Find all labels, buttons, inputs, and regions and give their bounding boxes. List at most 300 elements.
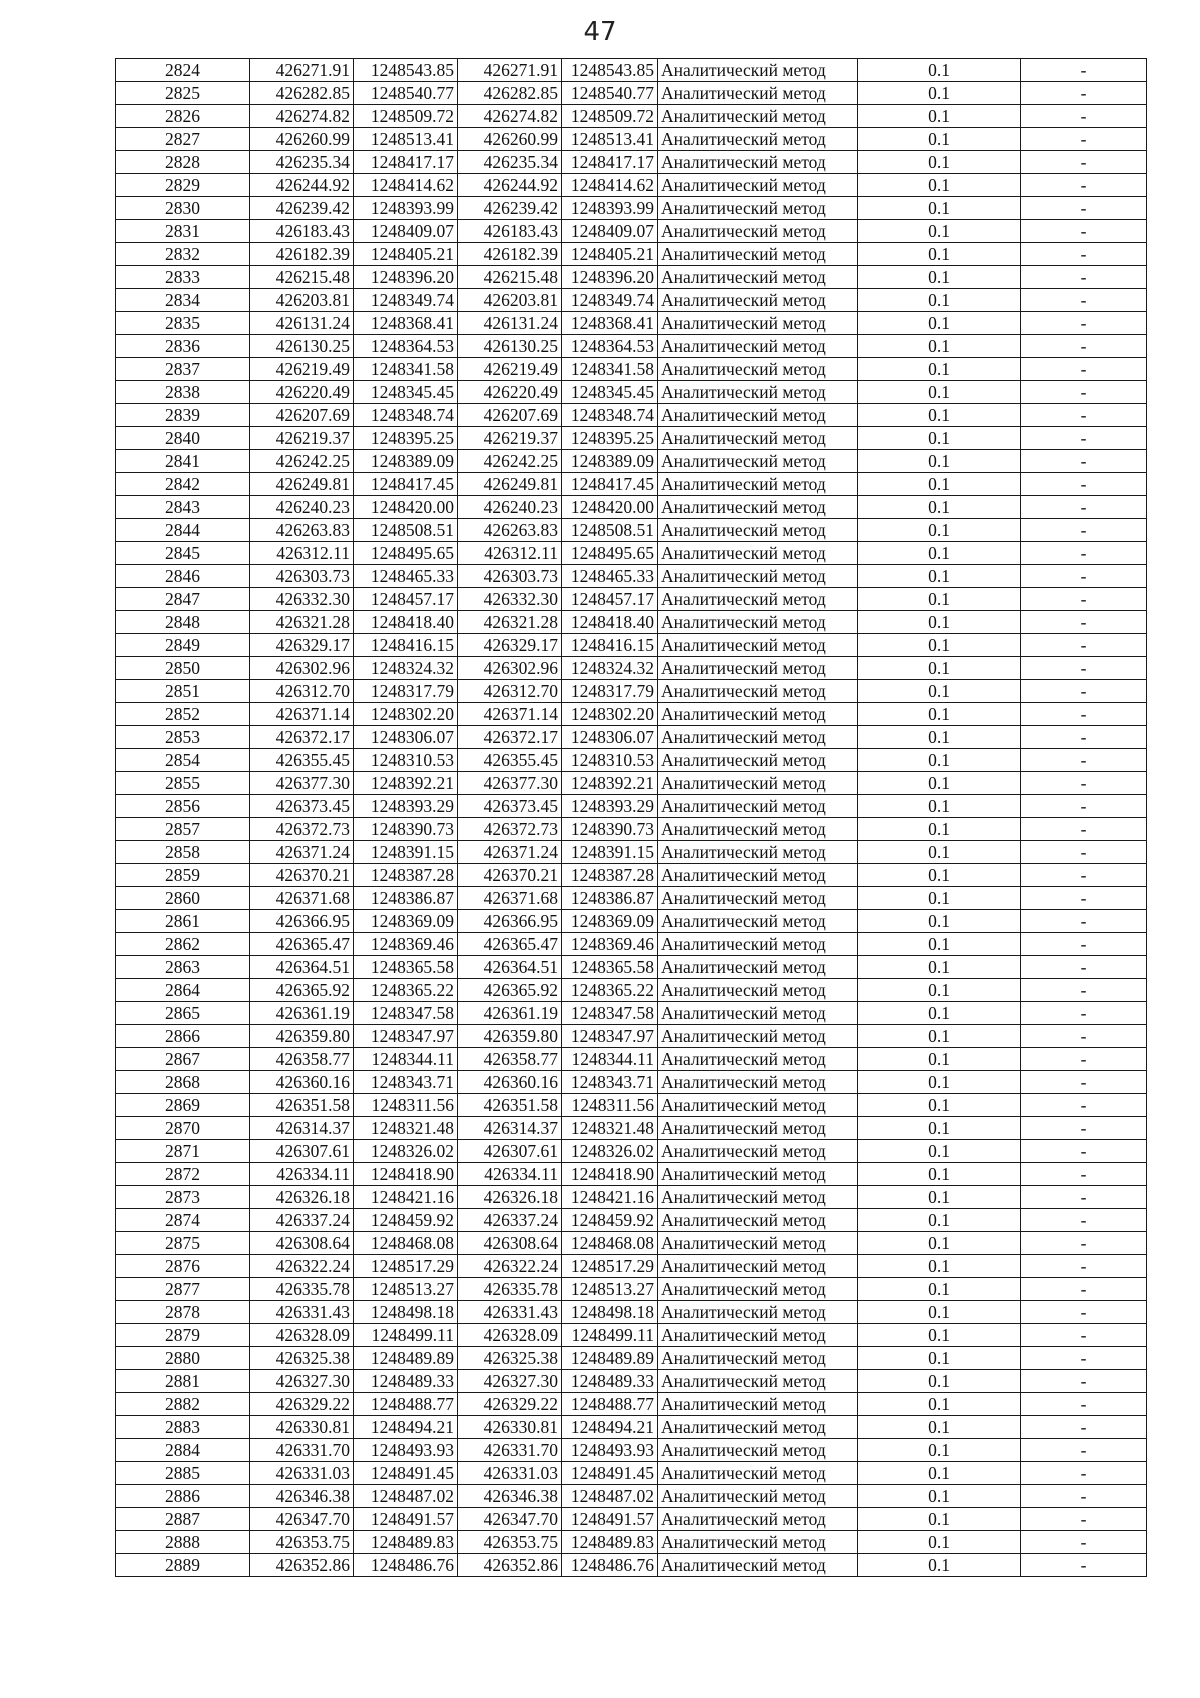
x-old-cell: 426353.75 [250, 1531, 354, 1554]
x-new-cell: 426360.16 [458, 1071, 562, 1094]
y-old-cell: 1248487.02 [354, 1485, 458, 1508]
x-old-cell: 426312.70 [250, 680, 354, 703]
y-old-cell: 1248311.56 [354, 1094, 458, 1117]
dash-cell: - [1021, 956, 1147, 979]
table-row [116, 59, 1147, 82]
x-old-cell: 426307.61 [250, 1140, 354, 1163]
point-number-cell: 2837 [116, 358, 250, 381]
x-old-cell: 426329.22 [250, 1393, 354, 1416]
x-old-cell: 426365.47 [250, 933, 354, 956]
x-old-cell: 426371.24 [250, 841, 354, 864]
dash-cell: - [1021, 82, 1147, 105]
method-cell: Аналитический метод [658, 933, 858, 956]
x-new-cell: 426365.47 [458, 933, 562, 956]
dash-cell: - [1021, 1002, 1147, 1025]
y-old-cell: 1248302.20 [354, 703, 458, 726]
y-new-cell: 1248487.02 [562, 1485, 658, 1508]
x-new-cell: 426351.58 [458, 1094, 562, 1117]
accuracy-cell: 0.1 [858, 841, 1021, 864]
method-cell: Аналитический метод [658, 82, 858, 105]
table-row [116, 519, 1147, 542]
method-cell: Аналитический метод [658, 1117, 858, 1140]
dash-cell: - [1021, 703, 1147, 726]
x-old-cell: 426364.51 [250, 956, 354, 979]
point-number-cell: 2851 [116, 680, 250, 703]
dash-cell: - [1021, 1416, 1147, 1439]
table-row [116, 841, 1147, 864]
method-cell: Аналитический метод [658, 1370, 858, 1393]
x-new-cell: 426371.14 [458, 703, 562, 726]
x-old-cell: 426239.42 [250, 197, 354, 220]
accuracy-cell: 0.1 [858, 1531, 1021, 1554]
point-number-cell: 2833 [116, 266, 250, 289]
accuracy-cell: 0.1 [858, 680, 1021, 703]
y-new-cell: 1248416.15 [562, 634, 658, 657]
table-row [116, 956, 1147, 979]
x-new-cell: 426326.18 [458, 1186, 562, 1209]
point-number-cell: 2840 [116, 427, 250, 450]
x-old-cell: 426377.30 [250, 772, 354, 795]
y-new-cell: 1248489.33 [562, 1370, 658, 1393]
method-cell: Аналитический метод [658, 542, 858, 565]
y-new-cell: 1248488.77 [562, 1393, 658, 1416]
method-cell: Аналитический метод [658, 128, 858, 151]
point-number-cell: 2876 [116, 1255, 250, 1278]
point-number-cell: 2857 [116, 818, 250, 841]
dash-cell: - [1021, 588, 1147, 611]
y-old-cell: 1248393.99 [354, 197, 458, 220]
table-row [116, 1048, 1147, 1071]
table-row [116, 680, 1147, 703]
table-row [116, 105, 1147, 128]
y-new-cell: 1248421.16 [562, 1186, 658, 1209]
method-cell: Аналитический метод [658, 266, 858, 289]
method-cell: Аналитический метод [658, 1002, 858, 1025]
table-row [116, 611, 1147, 634]
y-new-cell: 1248341.58 [562, 358, 658, 381]
y-new-cell: 1248513.41 [562, 128, 658, 151]
y-old-cell: 1248326.02 [354, 1140, 458, 1163]
x-new-cell: 426130.25 [458, 335, 562, 358]
method-cell: Аналитический метод [658, 680, 858, 703]
y-new-cell: 1248486.76 [562, 1554, 658, 1577]
x-old-cell: 426220.49 [250, 381, 354, 404]
x-old-cell: 426371.14 [250, 703, 354, 726]
method-cell: Аналитический метод [658, 404, 858, 427]
y-old-cell: 1248494.21 [354, 1416, 458, 1439]
method-cell: Аналитический метод [658, 795, 858, 818]
accuracy-cell: 0.1 [858, 818, 1021, 841]
point-number-cell: 2889 [116, 1554, 250, 1577]
x-new-cell: 426329.17 [458, 634, 562, 657]
x-old-cell: 426355.45 [250, 749, 354, 772]
method-cell: Аналитический метод [658, 1301, 858, 1324]
x-new-cell: 426327.30 [458, 1370, 562, 1393]
y-new-cell: 1248418.40 [562, 611, 658, 634]
dash-cell: - [1021, 105, 1147, 128]
accuracy-cell: 0.1 [858, 358, 1021, 381]
method-cell: Аналитический метод [658, 1347, 858, 1370]
dash-cell: - [1021, 887, 1147, 910]
x-new-cell: 426358.77 [458, 1048, 562, 1071]
x-old-cell: 426215.48 [250, 266, 354, 289]
method-cell: Аналитический метод [658, 496, 858, 519]
method-cell: Аналитический метод [658, 1416, 858, 1439]
y-old-cell: 1248513.27 [354, 1278, 458, 1301]
dash-cell: - [1021, 933, 1147, 956]
x-new-cell: 426215.48 [458, 266, 562, 289]
y-old-cell: 1248396.20 [354, 266, 458, 289]
point-number-cell: 2862 [116, 933, 250, 956]
accuracy-cell: 0.1 [858, 864, 1021, 887]
y-new-cell: 1248417.17 [562, 151, 658, 174]
dash-cell: - [1021, 450, 1147, 473]
point-number-cell: 2839 [116, 404, 250, 427]
dash-cell: - [1021, 818, 1147, 841]
point-number-cell: 2881 [116, 1370, 250, 1393]
point-number-cell: 2859 [116, 864, 250, 887]
x-new-cell: 426244.92 [458, 174, 562, 197]
y-new-cell: 1248390.73 [562, 818, 658, 841]
dash-cell: - [1021, 59, 1147, 82]
x-old-cell: 426329.17 [250, 634, 354, 657]
x-old-cell: 426331.43 [250, 1301, 354, 1324]
table-row [116, 1347, 1147, 1370]
y-new-cell: 1248499.11 [562, 1324, 658, 1347]
dash-cell: - [1021, 1324, 1147, 1347]
accuracy-cell: 0.1 [858, 933, 1021, 956]
method-cell: Аналитический метод [658, 1025, 858, 1048]
point-number-cell: 2842 [116, 473, 250, 496]
method-cell: Аналитический метод [658, 910, 858, 933]
x-old-cell: 426263.83 [250, 519, 354, 542]
x-new-cell: 426331.43 [458, 1301, 562, 1324]
x-new-cell: 426271.91 [458, 59, 562, 82]
y-old-cell: 1248348.74 [354, 404, 458, 427]
method-cell: Аналитический метод [658, 611, 858, 634]
x-old-cell: 426332.30 [250, 588, 354, 611]
y-new-cell: 1248365.58 [562, 956, 658, 979]
x-new-cell: 426332.30 [458, 588, 562, 611]
y-old-cell: 1248486.76 [354, 1554, 458, 1577]
accuracy-cell: 0.1 [858, 335, 1021, 358]
accuracy-cell: 0.1 [858, 82, 1021, 105]
y-old-cell: 1248418.40 [354, 611, 458, 634]
y-old-cell: 1248421.16 [354, 1186, 458, 1209]
dash-cell: - [1021, 1554, 1147, 1577]
dash-cell: - [1021, 174, 1147, 197]
x-new-cell: 426359.80 [458, 1025, 562, 1048]
method-cell: Аналитический метод [658, 565, 858, 588]
point-number-cell: 2874 [116, 1209, 250, 1232]
accuracy-cell: 0.1 [858, 611, 1021, 634]
method-cell: Аналитический метод [658, 289, 858, 312]
y-new-cell: 1248491.45 [562, 1462, 658, 1485]
method-cell: Аналитический метод [658, 220, 858, 243]
y-new-cell: 1248418.90 [562, 1163, 658, 1186]
x-old-cell: 426358.77 [250, 1048, 354, 1071]
dash-cell: - [1021, 1071, 1147, 1094]
x-old-cell: 426249.81 [250, 473, 354, 496]
point-number-cell: 2826 [116, 105, 250, 128]
y-old-cell: 1248488.77 [354, 1393, 458, 1416]
dash-cell: - [1021, 726, 1147, 749]
method-cell: Аналитический метод [658, 1278, 858, 1301]
accuracy-cell: 0.1 [858, 542, 1021, 565]
table-row [116, 473, 1147, 496]
y-new-cell: 1248493.93 [562, 1439, 658, 1462]
y-old-cell: 1248459.92 [354, 1209, 458, 1232]
x-old-cell: 426131.24 [250, 312, 354, 335]
x-old-cell: 426346.38 [250, 1485, 354, 1508]
y-new-cell: 1248391.15 [562, 841, 658, 864]
y-old-cell: 1248495.65 [354, 542, 458, 565]
method-cell: Аналитический метод [658, 657, 858, 680]
accuracy-cell: 0.1 [858, 197, 1021, 220]
y-old-cell: 1248392.21 [354, 772, 458, 795]
x-new-cell: 426337.24 [458, 1209, 562, 1232]
y-new-cell: 1248349.74 [562, 289, 658, 312]
x-old-cell: 426325.38 [250, 1347, 354, 1370]
method-cell: Аналитический метод [658, 979, 858, 1002]
dash-cell: - [1021, 1094, 1147, 1117]
table-row [116, 1002, 1147, 1025]
accuracy-cell: 0.1 [858, 220, 1021, 243]
x-new-cell: 426370.21 [458, 864, 562, 887]
y-new-cell: 1248420.00 [562, 496, 658, 519]
method-cell: Аналитический метод [658, 105, 858, 128]
table-row [116, 1232, 1147, 1255]
dash-cell: - [1021, 197, 1147, 220]
accuracy-cell: 0.1 [858, 634, 1021, 657]
point-number-cell: 2829 [116, 174, 250, 197]
y-new-cell: 1248417.45 [562, 473, 658, 496]
table-row [116, 1071, 1147, 1094]
y-old-cell: 1248417.45 [354, 473, 458, 496]
y-old-cell: 1248414.62 [354, 174, 458, 197]
y-old-cell: 1248416.15 [354, 634, 458, 657]
accuracy-cell: 0.1 [858, 657, 1021, 680]
y-new-cell: 1248344.11 [562, 1048, 658, 1071]
y-new-cell: 1248498.18 [562, 1301, 658, 1324]
accuracy-cell: 0.1 [858, 887, 1021, 910]
y-new-cell: 1248459.92 [562, 1209, 658, 1232]
x-old-cell: 426235.34 [250, 151, 354, 174]
table-row [116, 703, 1147, 726]
point-number-cell: 2864 [116, 979, 250, 1002]
accuracy-cell: 0.1 [858, 749, 1021, 772]
point-number-cell: 2870 [116, 1117, 250, 1140]
table-row [116, 1301, 1147, 1324]
table-row [116, 220, 1147, 243]
table-row [116, 1554, 1147, 1577]
y-old-cell: 1248317.79 [354, 680, 458, 703]
point-number-cell: 2882 [116, 1393, 250, 1416]
x-old-cell: 426303.73 [250, 565, 354, 588]
dash-cell: - [1021, 312, 1147, 335]
x-old-cell: 426130.25 [250, 335, 354, 358]
method-cell: Аналитический метод [658, 772, 858, 795]
table-row [116, 1485, 1147, 1508]
y-old-cell: 1248369.09 [354, 910, 458, 933]
y-old-cell: 1248386.87 [354, 887, 458, 910]
y-old-cell: 1248390.73 [354, 818, 458, 841]
accuracy-cell: 0.1 [858, 1163, 1021, 1186]
method-cell: Аналитический метод [658, 887, 858, 910]
accuracy-cell: 0.1 [858, 979, 1021, 1002]
dash-cell: - [1021, 220, 1147, 243]
method-cell: Аналитический метод [658, 1531, 858, 1554]
point-number-cell: 2854 [116, 749, 250, 772]
table-row [116, 1163, 1147, 1186]
dash-cell: - [1021, 128, 1147, 151]
x-old-cell: 426365.92 [250, 979, 354, 1002]
y-old-cell: 1248517.29 [354, 1255, 458, 1278]
y-old-cell: 1248324.32 [354, 657, 458, 680]
y-new-cell: 1248405.21 [562, 243, 658, 266]
dash-cell: - [1021, 335, 1147, 358]
y-old-cell: 1248499.11 [354, 1324, 458, 1347]
y-old-cell: 1248513.41 [354, 128, 458, 151]
point-number-cell: 2868 [116, 1071, 250, 1094]
x-old-cell: 426366.95 [250, 910, 354, 933]
method-cell: Аналитический метод [658, 588, 858, 611]
y-new-cell: 1248306.07 [562, 726, 658, 749]
method-cell: Аналитический метод [658, 1140, 858, 1163]
y-new-cell: 1248508.51 [562, 519, 658, 542]
x-new-cell: 426322.24 [458, 1255, 562, 1278]
y-old-cell: 1248508.51 [354, 519, 458, 542]
x-new-cell: 426131.24 [458, 312, 562, 335]
x-new-cell: 426235.34 [458, 151, 562, 174]
method-cell: Аналитический метод [658, 1186, 858, 1209]
x-new-cell: 426347.70 [458, 1508, 562, 1531]
y-old-cell: 1248391.15 [354, 841, 458, 864]
y-old-cell: 1248418.90 [354, 1163, 458, 1186]
method-cell: Аналитический метод [658, 1232, 858, 1255]
x-new-cell: 426220.49 [458, 381, 562, 404]
point-number-cell: 2880 [116, 1347, 250, 1370]
dash-cell: - [1021, 1278, 1147, 1301]
x-old-cell: 426328.09 [250, 1324, 354, 1347]
table-row [116, 151, 1147, 174]
y-new-cell: 1248321.48 [562, 1117, 658, 1140]
x-new-cell: 426330.81 [458, 1416, 562, 1439]
table-row [116, 243, 1147, 266]
y-old-cell: 1248509.72 [354, 105, 458, 128]
x-new-cell: 426377.30 [458, 772, 562, 795]
accuracy-cell: 0.1 [858, 588, 1021, 611]
point-number-cell: 2827 [116, 128, 250, 151]
dash-cell: - [1021, 565, 1147, 588]
y-old-cell: 1248417.17 [354, 151, 458, 174]
x-old-cell: 426207.69 [250, 404, 354, 427]
x-old-cell: 426321.28 [250, 611, 354, 634]
x-old-cell: 426327.30 [250, 1370, 354, 1393]
x-old-cell: 426260.99 [250, 128, 354, 151]
accuracy-cell: 0.1 [858, 496, 1021, 519]
point-number-cell: 2861 [116, 910, 250, 933]
dash-cell: - [1021, 1370, 1147, 1393]
x-old-cell: 426219.37 [250, 427, 354, 450]
y-new-cell: 1248310.53 [562, 749, 658, 772]
accuracy-cell: 0.1 [858, 1370, 1021, 1393]
accuracy-cell: 0.1 [858, 1048, 1021, 1071]
accuracy-cell: 0.1 [858, 312, 1021, 335]
y-new-cell: 1248389.09 [562, 450, 658, 473]
dash-cell: - [1021, 1140, 1147, 1163]
x-new-cell: 426282.85 [458, 82, 562, 105]
point-number-cell: 2877 [116, 1278, 250, 1301]
method-cell: Аналитический метод [658, 1324, 858, 1347]
accuracy-cell: 0.1 [858, 151, 1021, 174]
method-cell: Аналитический метод [658, 1439, 858, 1462]
point-number-cell: 2845 [116, 542, 250, 565]
table-row [116, 1462, 1147, 1485]
table-row [116, 404, 1147, 427]
y-old-cell: 1248420.00 [354, 496, 458, 519]
x-new-cell: 426302.96 [458, 657, 562, 680]
y-old-cell: 1248405.21 [354, 243, 458, 266]
y-new-cell: 1248489.83 [562, 1531, 658, 1554]
method-cell: Аналитический метод [658, 473, 858, 496]
dash-cell: - [1021, 1025, 1147, 1048]
dash-cell: - [1021, 680, 1147, 703]
method-cell: Аналитический метод [658, 312, 858, 335]
dash-cell: - [1021, 289, 1147, 312]
point-number-cell: 2853 [116, 726, 250, 749]
table-row [116, 1439, 1147, 1462]
method-cell: Аналитический метод [658, 956, 858, 979]
x-new-cell: 426328.09 [458, 1324, 562, 1347]
dash-cell: - [1021, 1301, 1147, 1324]
point-number-cell: 2856 [116, 795, 250, 818]
dash-cell: - [1021, 358, 1147, 381]
dash-cell: - [1021, 1531, 1147, 1554]
x-old-cell: 426373.45 [250, 795, 354, 818]
table-row [116, 1094, 1147, 1117]
y-new-cell: 1248348.74 [562, 404, 658, 427]
table-row [116, 1324, 1147, 1347]
x-new-cell: 426335.78 [458, 1278, 562, 1301]
point-number-cell: 2850 [116, 657, 250, 680]
y-new-cell: 1248365.22 [562, 979, 658, 1002]
y-old-cell: 1248409.07 [354, 220, 458, 243]
table-row [116, 726, 1147, 749]
dash-cell: - [1021, 381, 1147, 404]
table-row [116, 312, 1147, 335]
dash-cell: - [1021, 243, 1147, 266]
accuracy-cell: 0.1 [858, 772, 1021, 795]
coordinates-table [115, 58, 1147, 1577]
point-number-cell: 2866 [116, 1025, 250, 1048]
y-new-cell: 1248392.21 [562, 772, 658, 795]
dash-cell: - [1021, 1048, 1147, 1071]
dash-cell: - [1021, 1255, 1147, 1278]
y-new-cell: 1248393.99 [562, 197, 658, 220]
method-cell: Аналитический метод [658, 703, 858, 726]
y-new-cell: 1248386.87 [562, 887, 658, 910]
x-old-cell: 426308.64 [250, 1232, 354, 1255]
table-row [116, 795, 1147, 818]
point-number-cell: 2884 [116, 1439, 250, 1462]
y-new-cell: 1248369.09 [562, 910, 658, 933]
table-row [116, 289, 1147, 312]
table-row [116, 1278, 1147, 1301]
x-old-cell: 426372.73 [250, 818, 354, 841]
y-old-cell: 1248395.25 [354, 427, 458, 450]
y-new-cell: 1248396.20 [562, 266, 658, 289]
